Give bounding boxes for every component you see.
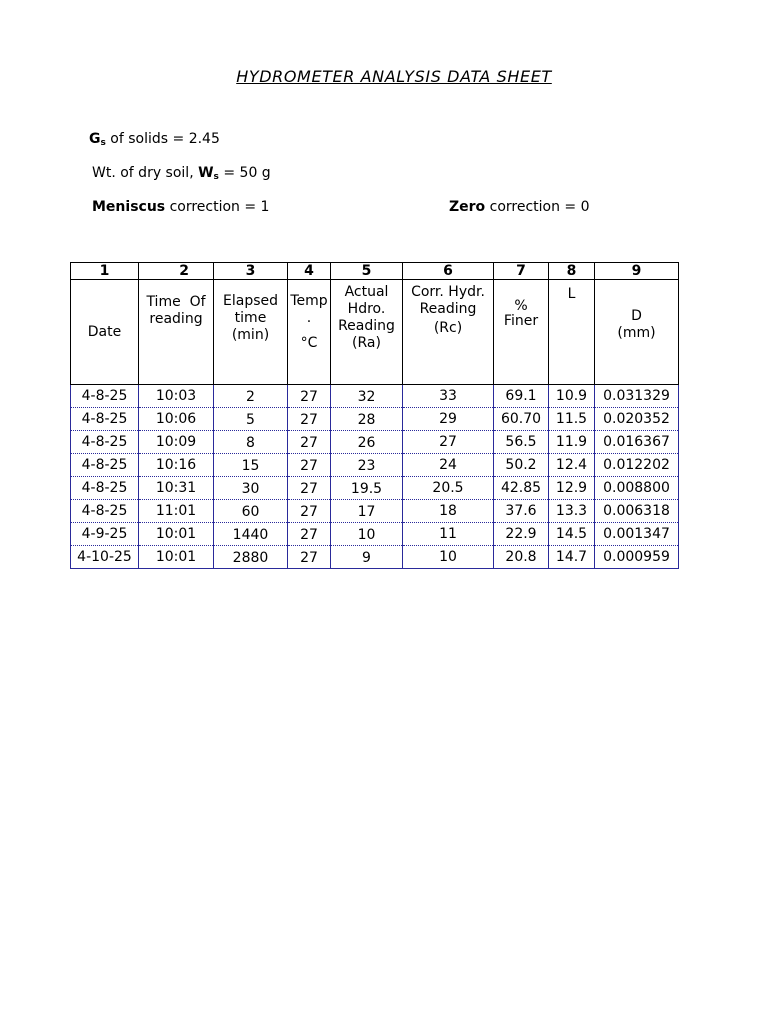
cell-time: 11:01: [139, 500, 214, 523]
header-d-line1: D: [631, 308, 642, 324]
meniscus-value-text: correction = 1: [165, 199, 270, 215]
header-effective-depth: [549, 280, 595, 385]
table-row: [71, 385, 679, 408]
header-elapsed-time: [214, 280, 288, 385]
cell-corrected-reading: 33: [403, 385, 494, 408]
header-temp-line2: .: [306, 310, 312, 326]
column-number: 7: [494, 263, 549, 280]
zero-label: Zero: [449, 199, 486, 215]
cell-date: 4-10-25: [71, 546, 139, 569]
cell-time: 10:16: [139, 454, 214, 477]
cell-actual-reading: 28: [331, 408, 403, 431]
column-number: 8: [549, 263, 595, 280]
header-elapsed-line2: time: [234, 310, 267, 326]
cell-l: 13.3: [549, 500, 595, 523]
header-elapsed-line3: (min): [231, 327, 270, 343]
column-number-row: [71, 263, 679, 280]
specific-gravity-line: [89, 131, 220, 148]
cell-corrected-reading: 10: [403, 546, 494, 569]
cell-temp: 27: [288, 431, 331, 454]
header-elapsed-line1: Elapsed: [223, 293, 278, 309]
column-number: 2: [139, 263, 214, 280]
header-actual-line2: Hdro.: [347, 301, 386, 317]
header-l-label: L: [567, 286, 576, 302]
cell-temp: 27: [288, 546, 331, 569]
cell-l: 11.9: [549, 431, 595, 454]
cell-diameter: 0.020352: [595, 408, 679, 431]
column-number: 6: [403, 263, 494, 280]
table-row: [71, 408, 679, 431]
header-percent-finer: [494, 280, 549, 385]
cell-l: 12.4: [549, 454, 595, 477]
column-number: 9: [595, 263, 679, 280]
cell-date: 4-8-25: [71, 431, 139, 454]
cell-l: 12.9: [549, 477, 595, 500]
cell-elapsed: 60: [214, 500, 288, 523]
header-finer-line1: %: [514, 298, 528, 314]
column-number: 4: [288, 263, 331, 280]
meniscus-correction-line: [92, 199, 269, 215]
header-corrected-reading: [403, 280, 494, 385]
cell-temp: 27: [288, 385, 331, 408]
cell-diameter: 0.000959: [595, 546, 679, 569]
cell-temp: 27: [288, 523, 331, 546]
column-header-row: [71, 280, 679, 385]
header-finer-line2: Finer: [503, 313, 539, 329]
header-corr-line1: Corr. Hydr.: [411, 284, 485, 300]
cell-temp: 27: [288, 500, 331, 523]
meniscus-label: Meniscus: [92, 199, 166, 215]
cell-time: 10:01: [139, 546, 214, 569]
cell-corrected-reading: 29: [403, 408, 494, 431]
header-d-line2: (mm): [617, 325, 656, 341]
cell-corrected-reading: 27: [403, 431, 494, 454]
cell-diameter: 0.012202: [595, 454, 679, 477]
cell-date: 4-9-25: [71, 523, 139, 546]
cell-actual-reading: 26: [331, 431, 403, 454]
cell-temp: 27: [288, 477, 331, 500]
cell-time: 10:06: [139, 408, 214, 431]
dry-soil-weight-line: [92, 165, 271, 182]
cell-date: 4-8-25: [71, 408, 139, 431]
cell-corrected-reading: 24: [403, 454, 494, 477]
cell-diameter: 0.016367: [595, 431, 679, 454]
zero-correction-line: [449, 199, 590, 215]
cell-l: 11.5: [549, 408, 595, 431]
cell-time: 10:03: [139, 385, 214, 408]
header-date-label: Date: [87, 323, 122, 340]
header-corr-line2: Reading: [419, 301, 477, 317]
cell-elapsed: 8: [214, 431, 288, 454]
header-time-of-reading: [139, 280, 214, 385]
cell-diameter: 0.031329: [595, 385, 679, 408]
cell-l: 14.7: [549, 546, 595, 569]
cell-actual-reading: 17: [331, 500, 403, 523]
table-row: [71, 431, 679, 454]
column-number: 1: [71, 263, 139, 280]
gs-subscript: s: [100, 138, 106, 148]
cell-elapsed: 1440: [214, 523, 288, 546]
header-corr-line3: (Rc): [433, 320, 463, 336]
cell-elapsed: 30: [214, 477, 288, 500]
ws-symbol: W: [198, 165, 214, 181]
cell-percent-finer: 22.9: [494, 523, 549, 546]
cell-percent-finer: 69.1: [494, 385, 549, 408]
cell-elapsed: 2: [214, 385, 288, 408]
gs-symbol: G: [89, 131, 101, 147]
cell-percent-finer: 42.85: [494, 477, 549, 500]
table-row: [71, 477, 679, 500]
header-actual-line3: Reading: [338, 318, 395, 334]
cell-percent-finer: 60.70: [494, 408, 549, 431]
header-temp-line1: Temp: [290, 293, 328, 309]
table-row: [71, 454, 679, 477]
cell-percent-finer: 56.5: [494, 431, 549, 454]
gs-value-text: of solids = 2.45: [105, 131, 220, 147]
table-row: [71, 523, 679, 546]
header-actual-line1: Actual: [344, 284, 389, 300]
cell-date: 4-8-25: [71, 454, 139, 477]
cell-actual-reading: 32: [331, 385, 403, 408]
table-row: [71, 500, 679, 523]
header-temperature: [288, 280, 331, 385]
header-time-line2: reading: [149, 311, 203, 327]
cell-diameter: 0.001347: [595, 523, 679, 546]
cell-elapsed: 5: [214, 408, 288, 431]
cell-corrected-reading: 18: [403, 500, 494, 523]
header-temp-unit: °C: [300, 335, 318, 351]
ws-subscript: s: [213, 172, 219, 182]
header-date: [71, 280, 139, 385]
cell-l: 14.5: [549, 523, 595, 546]
header-actual-reading: [331, 280, 403, 385]
ws-label-text: Wt. of dry soil,: [92, 165, 199, 181]
header-particle-diameter: [595, 280, 679, 385]
page-title: HYDROMETER ANALYSIS DATA SHEET: [236, 67, 552, 86]
cell-temp: 27: [288, 408, 331, 431]
table-row: [71, 546, 679, 569]
cell-time: 10:01: [139, 523, 214, 546]
cell-diameter: 0.008800: [595, 477, 679, 500]
cell-percent-finer: 50.2: [494, 454, 549, 477]
cell-elapsed: 2880: [214, 546, 288, 569]
column-number: 3: [214, 263, 288, 280]
header-time-line1: Time Of: [146, 294, 206, 310]
cell-corrected-reading: 20.5: [403, 477, 494, 500]
cell-temp: 27: [288, 454, 331, 477]
cell-l: 10.9: [549, 385, 595, 408]
cell-actual-reading: 9: [331, 546, 403, 569]
header-actual-line4: (Ra): [352, 335, 381, 351]
cell-corrected-reading: 11: [403, 523, 494, 546]
ws-value-text: = 50 g: [218, 165, 271, 181]
cell-actual-reading: 19.5: [331, 477, 403, 500]
cell-time: 10:31: [139, 477, 214, 500]
cell-actual-reading: 10: [331, 523, 403, 546]
zero-value-text: correction = 0: [485, 199, 590, 215]
hydrometer-data-table: [70, 262, 679, 569]
cell-percent-finer: 37.6: [494, 500, 549, 523]
cell-percent-finer: 20.8: [494, 546, 549, 569]
cell-date: 4-8-25: [71, 477, 139, 500]
column-number: 5: [331, 263, 403, 280]
cell-elapsed: 15: [214, 454, 288, 477]
cell-actual-reading: 23: [331, 454, 403, 477]
cell-time: 10:09: [139, 431, 214, 454]
cell-diameter: 0.006318: [595, 500, 679, 523]
cell-date: 4-8-25: [71, 500, 139, 523]
cell-date: 4-8-25: [71, 385, 139, 408]
